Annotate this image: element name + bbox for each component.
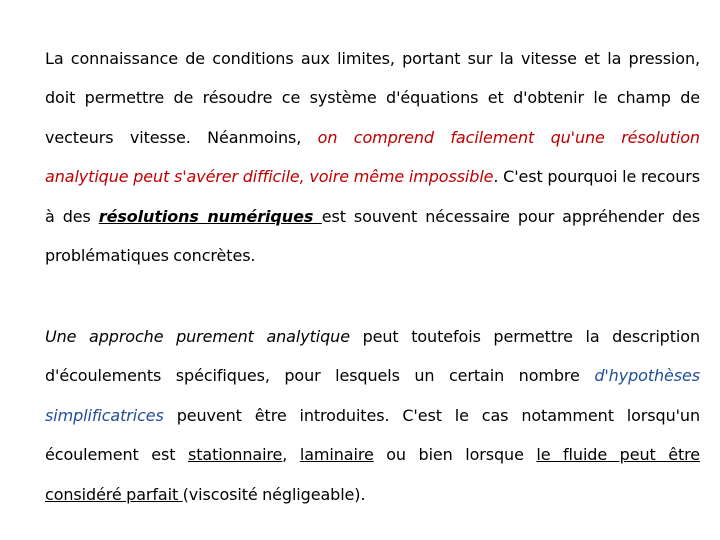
p1-text-c: . C'est pourquoi le recours à des [45,167,700,226]
p2-highlight-blue: d'hypothèses simplificatrices [45,366,700,425]
p2-italic-approche: Une approche purement analytique [45,327,350,346]
paragraph-1 [45,39,700,275]
p1-emphasis-numeriques: résolutions numériques [98,206,322,226]
p1-text-e: est souvent nécessaire pour appréhender des problématiques concrètes. [45,206,700,266]
p2-underline-stationnaire: stationnaire [187,445,283,465]
p2-text-j: (viscosité négligeable). [182,484,366,504]
p2-underline-fluide: le fluide peut être considéré parfait [45,445,700,504]
paragraph-2 [45,317,700,514]
p2-text-h: ou bien lorsque [373,445,537,465]
p2-text-b: peut toutefois permettre la description d'écoulements spécifiques, pour lesquels un certain nombre [45,327,700,386]
p2-underline-laminaire: laminaire [299,445,374,465]
p2-text-f: , [282,445,300,465]
p1-text-a: La connaissance de conditions aux limites, portant sur la vitesse et la pression, doit permettre de résoudre ce système d'équations et d'obtenir le champ de vecteurs vitesse. Néanmoins, [45,49,700,147]
p2-text-d: peuvent être introduites. C'est le cas notamment lorsqu'un écoulement est [45,405,700,465]
p1-highlight-red: on comprend facilement qu'une résolution analytique peut s'avérer difficile, voire même impossible [45,127,700,187]
